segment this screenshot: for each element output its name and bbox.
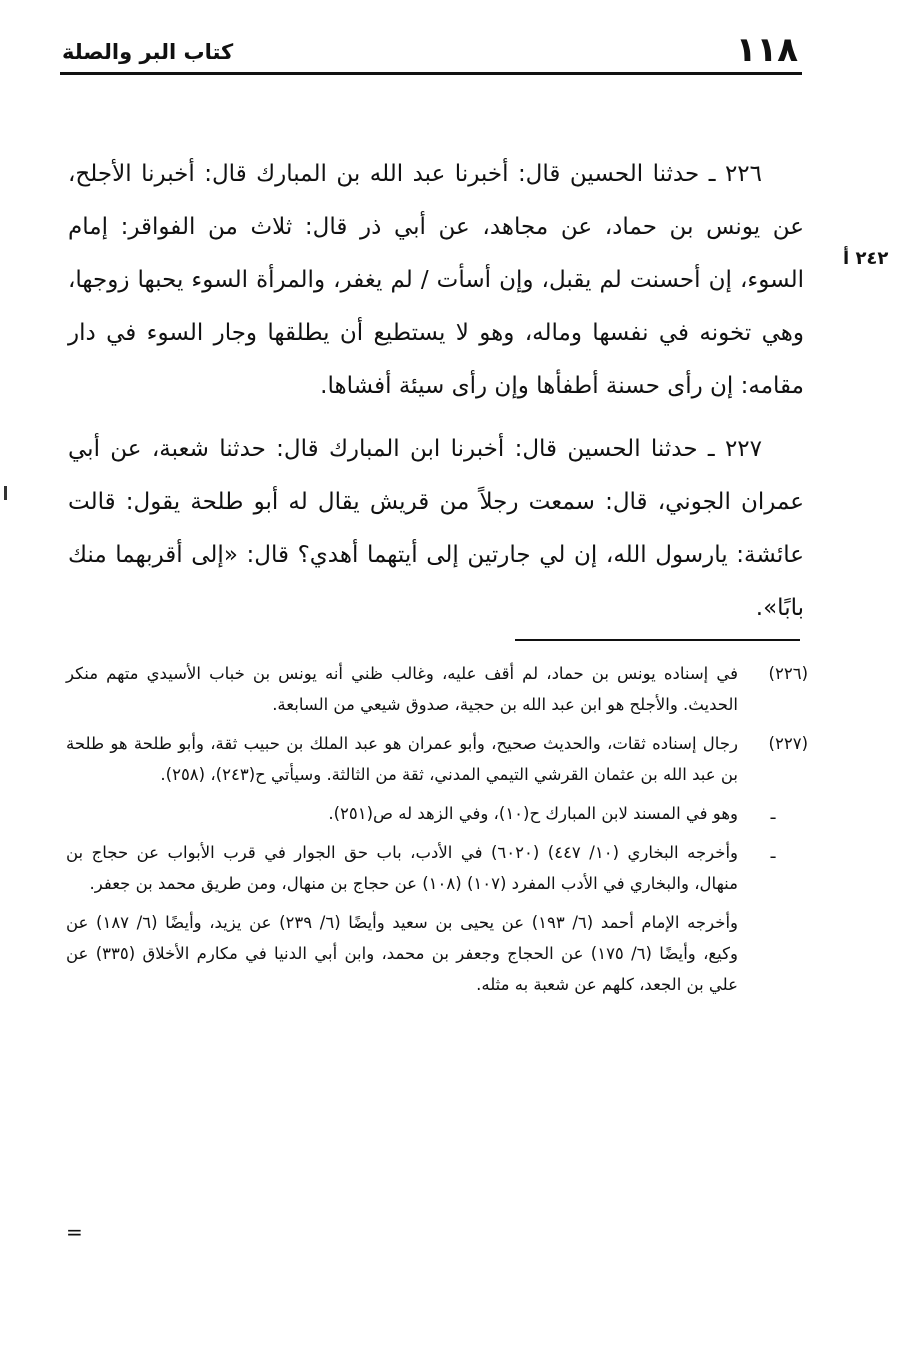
- footnotes: [66, 658, 808, 1000]
- footnote-paragraph: وأخرجه الإمام أحمد (٦/ ١٩٣) عن يحيى بن سعيد وأيضًا (٦/ ٢٣٩) عن يزيد، وأيضًا (٦/ ١٨٧) عن وكيع، وأيضًا (٦/ ١٧٥) عن الحجاج وجعفر بن محمد، وابن أبي الدنيا في مكارم الأخلاق (٣٣٥) عن علي بن الجعد، كلهم عن شعبة به مثله.: [66, 913, 738, 994]
- footnote-number: (٢٢٧): [768, 734, 808, 753]
- footnote-226: [66, 658, 808, 720]
- header-rule: [60, 72, 802, 75]
- footnote-item: [66, 798, 808, 829]
- footnote-number: (٢٢٦): [768, 664, 808, 683]
- bullet-dash: ـ: [770, 843, 776, 862]
- hadith-226: ٢٢٦ ـ حدثنا الحسين قال: أخبرنا عبد الله بن المبارك قال: أخبرنا الأجلح، عن يونس بن حماد، عن مجاهد، عن أبي ذر قال: ثلاث من الفواقر: إمام السوء، إن أحسنت لم يقبل، وإن أسأت / لم يغفر، والمرأة السوء يحبها زوجها، وهي تخونه في نفسها وماله، وهو لا يستطيع أن يطلقها وجار السوء في دار مقامه: إن رأى حسنة أطفأها وإن رأى سيئة أفشاها.: [68, 161, 804, 399]
- footnote-text: في إسناده يونس بن حماد، لم أقف عليه، وغالب ظني أنه يونس بن خباب الأسيدي متهم منكر الحديث. والأجلح هو ابن عبد الله بن حجية، صدوق شيعي من السابعة.: [66, 664, 738, 714]
- footnote-item: [66, 837, 808, 899]
- footnote-item-text: وهو في المسند لابن المبارك ح(١٠)، وفي الزهد له ص(٢٥١).: [328, 804, 738, 823]
- book-title: كتاب البر والصلة: [62, 40, 234, 64]
- footnote-separator: [515, 639, 800, 641]
- page-number: ١١٨: [735, 30, 798, 70]
- continuation-mark: =: [66, 1220, 83, 1244]
- footnote-text: رجال إسناده ثقات، والحديث صحيح، وأبو عمران هو عبد الملك بن حبيب ثقة، وأبو طلحة هو طلحة بن عبد الله بن عثمان القرشي التيمي المدني، ثقة من الثالثة. وسيأتي ح(٢٤٣)، (٢٥٨).: [66, 734, 738, 784]
- margin-mark: [4, 486, 7, 500]
- margin-reference: ٢٤٢ أ: [843, 248, 889, 269]
- footnote-item-text: وأخرجه البخاري (١٠/ ٤٤٧) (٦٠٢٠) في الأدب، باب حق الجوار في قرب الأبواب عن حجاج بن منهال، والبخاري في الأدب المفرد (١٠٧) (١٠٨) عن حجاج بن منهال، ومن طريق محمد بن جعفر.: [66, 843, 738, 893]
- main-text: [68, 148, 804, 635]
- footnote-227: [66, 728, 808, 790]
- hadith-227: ٢٢٧ ـ حدثنا الحسين قال: أخبرنا ابن المبارك قال: حدثنا شعبة، عن أبي عمران الجوني، قال: سمعت رجلاً من قريش يقال له أبو طلحة يقول: قالت عائشة: يارسول الله، إن لي جارتين إلى أيتهما أهدي؟ قال: «إلى أقربهما منك بابًا».: [68, 436, 804, 621]
- bullet-dash: ـ: [770, 804, 776, 823]
